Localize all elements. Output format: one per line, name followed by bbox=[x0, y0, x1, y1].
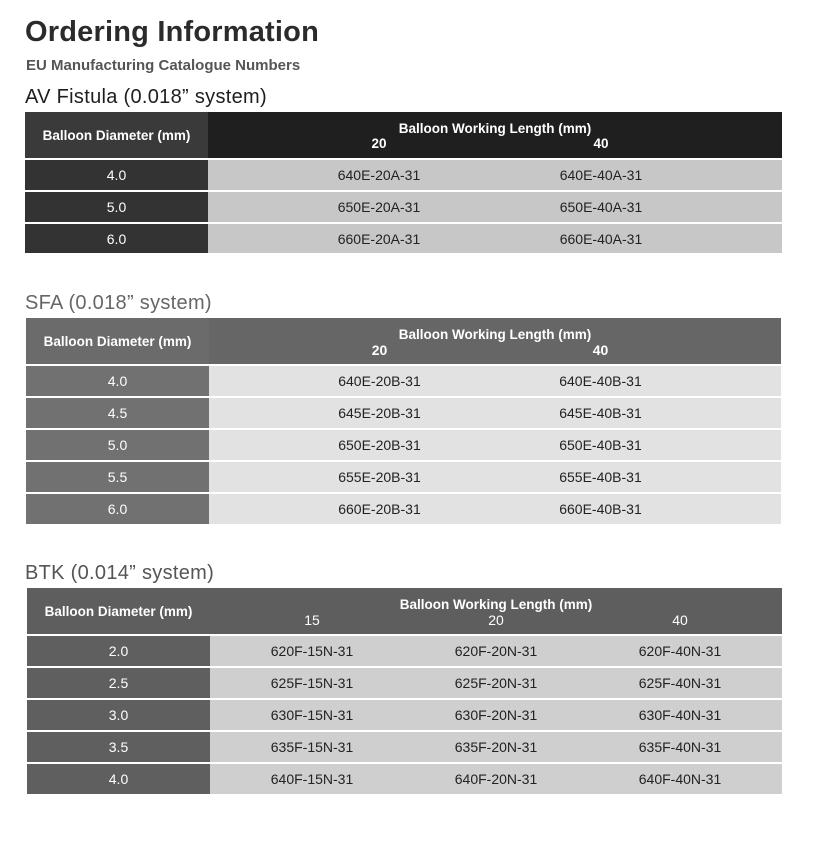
length-header: 20 bbox=[371, 341, 388, 358]
catalogue-number: 630F-20N-31 bbox=[454, 707, 538, 723]
table-row bbox=[26, 364, 781, 396]
diameter-cell: 6.0 bbox=[26, 492, 209, 524]
page-subtitle: EU Manufacturing Catalogue Numbers bbox=[26, 57, 301, 74]
catalogue-number: 660E-40A-31 bbox=[559, 230, 643, 247]
catalogue-number: 640E-20B-31 bbox=[338, 373, 421, 389]
table-row bbox=[25, 222, 782, 253]
diameter-cell: 4.0 bbox=[27, 762, 210, 794]
diameter-cell: 3.5 bbox=[27, 730, 210, 762]
diameter-cell: 4.0 bbox=[25, 158, 208, 190]
table-row bbox=[26, 460, 781, 492]
length-header: 40 bbox=[672, 611, 688, 628]
table-row bbox=[26, 492, 781, 524]
catalogue-number: 660E-20A-31 bbox=[337, 230, 421, 247]
length-header: 20 bbox=[488, 611, 504, 628]
table-row bbox=[25, 158, 782, 190]
catalogue-number: 625F-20N-31 bbox=[454, 675, 538, 691]
row-header: Balloon Diameter (mm) bbox=[27, 588, 210, 634]
catalogue-number: 630F-15N-31 bbox=[270, 707, 354, 723]
diameter-cell: 5.0 bbox=[25, 190, 208, 222]
length-header: 40 bbox=[593, 136, 609, 151]
catalogue-number: 660E-20B-31 bbox=[338, 501, 421, 517]
catalogue-number: 640E-20A-31 bbox=[337, 167, 421, 183]
column-header bbox=[208, 112, 782, 158]
column-header bbox=[210, 588, 782, 634]
column-header bbox=[209, 318, 781, 364]
diameter-cell: 4.5 bbox=[26, 396, 209, 428]
catalogue-number: 625F-40N-31 bbox=[638, 675, 722, 691]
catalogue-number: 655E-20B-31 bbox=[338, 469, 421, 485]
table-row bbox=[26, 396, 781, 428]
catalogue-number: 635F-40N-31 bbox=[638, 739, 722, 755]
table-row bbox=[26, 428, 781, 460]
table-row bbox=[27, 730, 782, 762]
diameter-cell: 2.5 bbox=[27, 666, 210, 698]
row-header: Balloon Diameter (mm) bbox=[25, 112, 208, 158]
table-row bbox=[27, 666, 782, 698]
catalogue-number: 640F-15N-31 bbox=[270, 771, 354, 787]
section-title-sfa: SFA (0.018” system) bbox=[25, 292, 212, 314]
catalogue-number: 640F-20N-31 bbox=[454, 771, 538, 787]
catalogue-number: 620F-20N-31 bbox=[454, 643, 538, 659]
catalogue-number: 635F-20N-31 bbox=[454, 739, 538, 755]
column-header-label: Balloon Working Length (mm) bbox=[399, 596, 593, 612]
column-header-label: Balloon Working Length (mm) bbox=[398, 121, 592, 136]
diameter-cell: 5.5 bbox=[26, 460, 209, 492]
table-row bbox=[27, 634, 782, 666]
table-sfa bbox=[26, 318, 781, 524]
length-header: 40 bbox=[592, 341, 609, 358]
length-header: 20 bbox=[371, 136, 387, 151]
table-row bbox=[27, 762, 782, 794]
diameter-cell: 2.0 bbox=[27, 634, 210, 666]
table-row bbox=[25, 190, 782, 222]
catalogue-number: 635F-15N-31 bbox=[270, 739, 354, 755]
row-header: Balloon Diameter (mm) bbox=[26, 318, 209, 364]
catalogue-number: 640E-40A-31 bbox=[559, 167, 643, 183]
length-header: 15 bbox=[304, 611, 320, 628]
catalogue-number: 650E-40A-31 bbox=[559, 199, 643, 215]
catalogue-number: 630F-40N-31 bbox=[638, 707, 722, 723]
catalogue-number: 625F-15N-31 bbox=[270, 675, 354, 691]
diameter-cell: 4.0 bbox=[26, 364, 209, 396]
table-av-fistula bbox=[25, 112, 782, 253]
catalogue-number: 620F-15N-31 bbox=[270, 643, 354, 659]
diameter-cell: 6.0 bbox=[25, 222, 208, 253]
catalogue-number: 640E-40B-31 bbox=[559, 373, 642, 389]
catalogue-number: 640F-40N-31 bbox=[638, 771, 722, 787]
catalogue-number: 650E-40B-31 bbox=[559, 437, 642, 453]
catalogue-number: 645E-20B-31 bbox=[338, 405, 421, 421]
catalogue-number: 660E-40B-31 bbox=[559, 501, 642, 517]
catalogue-number: 645E-40B-31 bbox=[559, 405, 642, 421]
section-title-av-fistula: AV Fistula (0.018” system) bbox=[25, 86, 267, 108]
section-title-btk: BTK (0.014” system) bbox=[25, 562, 215, 584]
catalogue-number: 650E-20A-31 bbox=[337, 199, 421, 215]
table-btk bbox=[27, 588, 782, 794]
column-header-label: Balloon Working Length (mm) bbox=[398, 326, 592, 342]
diameter-cell: 3.0 bbox=[27, 698, 210, 730]
catalogue-number: 650E-20B-31 bbox=[338, 437, 421, 453]
catalogue-number: 620F-40N-31 bbox=[638, 643, 722, 659]
table-row bbox=[27, 698, 782, 730]
catalogue-number: 655E-40B-31 bbox=[559, 469, 642, 485]
page-title: Ordering Information bbox=[25, 16, 319, 48]
diameter-cell: 5.0 bbox=[26, 428, 209, 460]
